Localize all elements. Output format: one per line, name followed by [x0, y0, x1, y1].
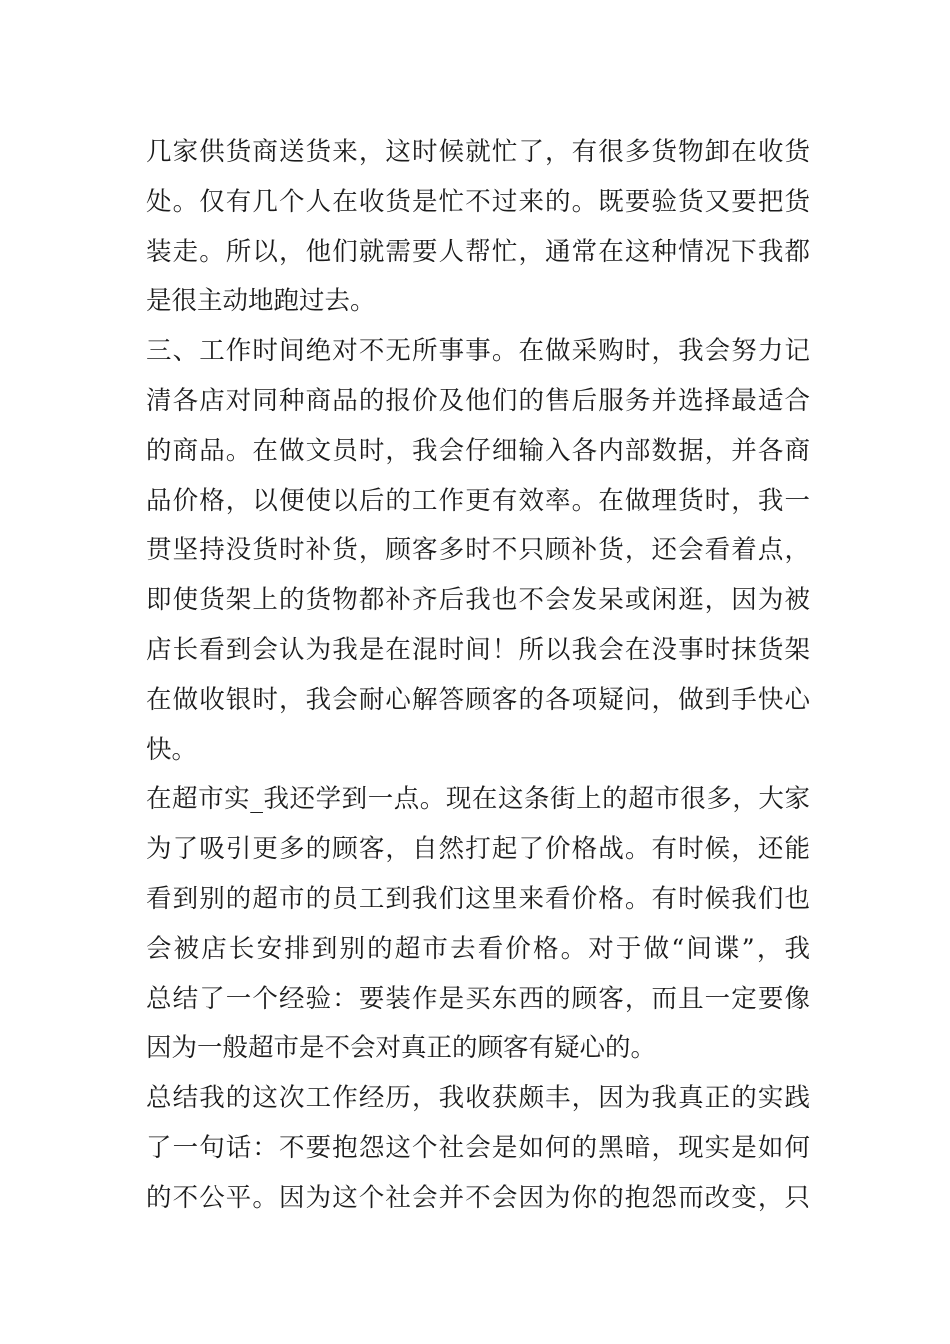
text-line: 因为一般超市是不会对真正的顾客有疑心的。 — [146, 1033, 657, 1064]
text-line: 三、工作时间绝对不无所事事。在做采购时，我会努力记 — [146, 336, 810, 367]
document-body — [146, 128, 810, 1224]
paragraph-1 — [146, 128, 810, 327]
paragraph-4 — [146, 1074, 810, 1223]
text-line: 即使货架上的货物都补齐后我也不会发呆或闲逛，因为被 — [146, 585, 810, 616]
text-line: 的商品。在做文员时，我会仔细输入各内部数据，并各商 — [146, 435, 810, 466]
text-line: 清各店对同种商品的报价及他们的售后服务并选择最适合 — [146, 385, 810, 416]
text-line: 总结我的这次工作经历，我收获颇丰，因为我真正的实践 — [146, 1083, 810, 1114]
text-line: 为了吸引更多的顾客，自然打起了价格战。有时候，还能 — [146, 834, 810, 865]
text-line: 店长看到会认为我是在混时间！所以我会在没事时抹货架 — [146, 634, 810, 665]
text-line: 了一句话：不要抱怨这个社会是如何的黑暗，现实是如何 — [146, 1132, 810, 1163]
text-line: 会被店长安排到别的超市去看价格。对于做“间谍”，我 — [146, 933, 810, 964]
text-line: 快。 — [146, 734, 198, 765]
text-line: 几家供货商送货来，这时候就忙了，有很多货物卸在收货 — [146, 137, 810, 167]
text-line: 是很主动地跑过去。 — [146, 286, 376, 317]
text-line: 总结了一个经验：要装作是买东西的顾客，而且一定要像 — [146, 983, 810, 1014]
text-line: 的不公平。因为这个社会并不会因为你的抱怨而改变，只 — [146, 1182, 810, 1213]
text-line: 品价格，以便使以后的工作更有效率。在做理货时，我一 — [146, 485, 810, 516]
text-line: 装走。所以，他们就需要人帮忙，通常在这种情况下我都 — [146, 236, 810, 267]
paragraph-2 — [146, 327, 810, 775]
text-line: 在超市实_我还学到一点。现在这条街上的超市很多，大家 — [146, 784, 810, 815]
paragraph-3 — [146, 775, 810, 1074]
text-line: 处。仅有几个人在收货是忙不过来的。既要验货又要把货 — [146, 186, 810, 217]
text-line: 看到别的超市的员工到我们这里来看价格。有时候我们也 — [146, 883, 810, 914]
text-line: 在做收银时，我会耐心解答顾客的各项疑问，做到手快心 — [146, 684, 810, 715]
text-line: 贯坚持没货时补货，顾客多时不只顾补货，还会看着点， — [146, 535, 810, 566]
